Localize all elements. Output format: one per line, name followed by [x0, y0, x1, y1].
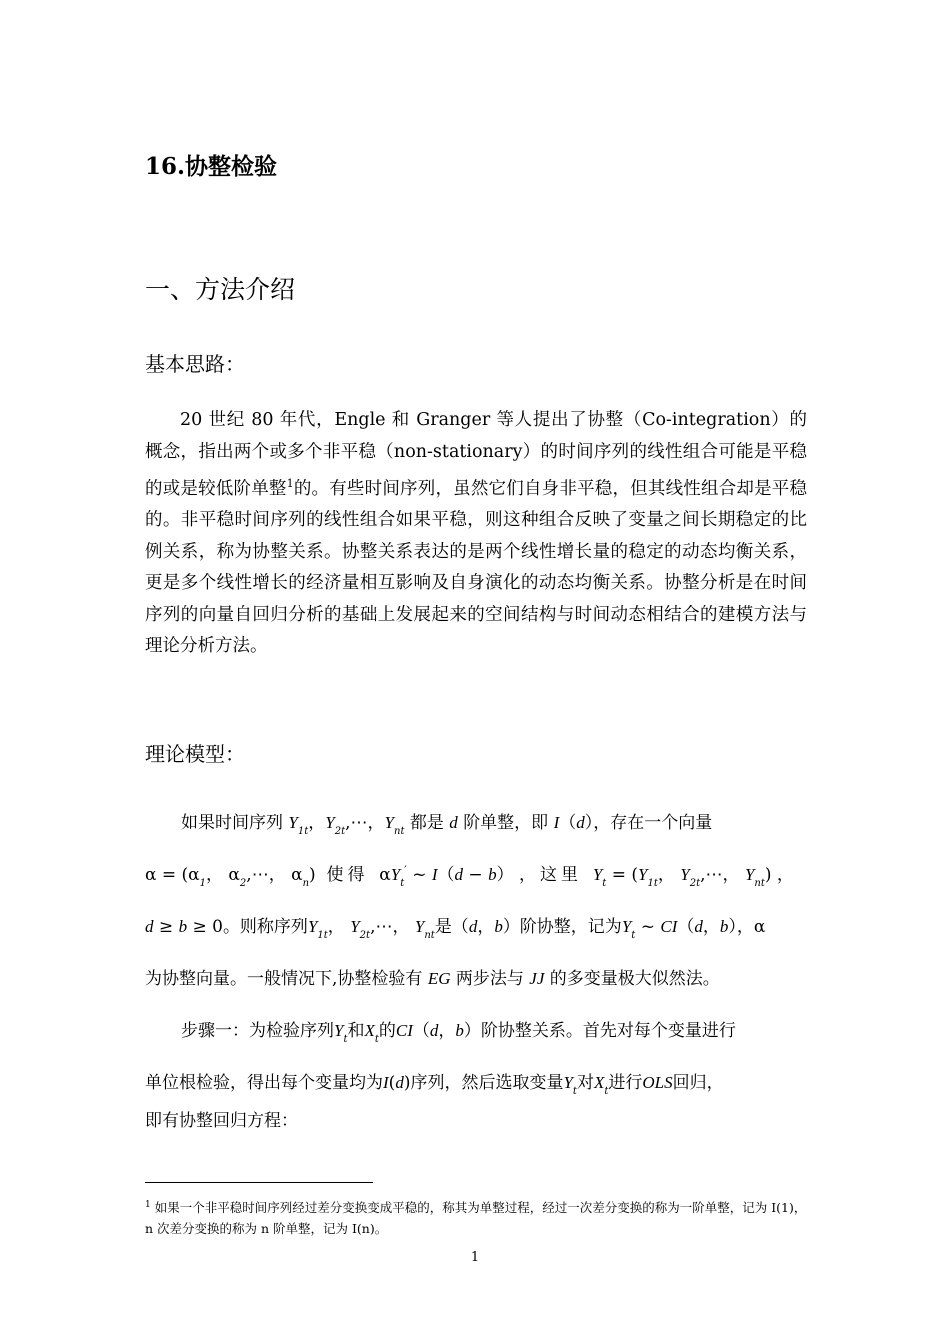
- footnote: [145, 1195, 807, 1239]
- footnote-text: 如果一个非平稳时间序列经过差分变换变成平稳的，称其为单整过程，经过一次差分变换的称为一阶单整，记为 I(1)，n 次差分变换的称为 n 阶单整，记为 I(n)。: [145, 1200, 807, 1237]
- regression-intro-text: 即有协整回归方程：: [145, 1111, 298, 1131]
- footnote-number: 1: [145, 1200, 151, 1210]
- intro-text-part1: 20 世纪 80 年代，Engle 和 Granger 等人提出了协整（Co-integration）的概念，指出两个或多个非平稳（non-stationary）的时间序列的线性组合可能是平稳的或是较低阶单整: [145, 410, 807, 499]
- footnote-ref[interactable]: 1: [286, 477, 294, 490]
- subheading-basic-idea: 基本思路：: [145, 352, 245, 376]
- document-page: 16.协整检验 一、方法介绍 基本思路： 20 世纪 80 年代，Engle 和 Granger 等人提出了协整（Co-integration）的概念，指出两个或多个非平稳（non-stationary）的时间序列的线性组合可能是平稳的或是较低阶单整$^1$的。有些时间序列，虽然它们自身非平稳，但其线性组合却是平稳的。非平稳时间序列的线性组合如果平稳，则这种组合反映了变量之间长期稳定的比例关系，称为协整关系。协整关系表达的是两个线性增长量的稳定的动态均衡关系，更是多个线性增长的经济量相互影响及自身演化的动态均衡关系。协整分析是在时间序列的向量自回归分析的基础上发展起来的空间结构与时间动态相结合的建模方法与理论分析方法。 理论模型： 如果时间序列 $Y_{1t}$，$Y_{2t},\cdots$，$Y_{nt}$ 都是 d 阶单整，即 I（d），存在一个向量 $\alpha = (\alpha_1$， $\alpha_2,\cdots$， $\alpha_n$) 使得 $\alpha Y_t'$ ~ I（d − b） ，这里 $Y_t = (Y_{1t}$， $Y_{2t},\cdots$， $Y_{nt}$) ， d ≥ b ≥ 0。则称序列$Y_{1t}$， $Y_{2t},\cdots$， $Y_{nt}$是（d，b）阶协整，记为$Y_t$ ~ CI（d，b），α 为协整向量。一般情况下,协整检验有 EG 两步法与 JJ 的多变量极大似然法。 步骤一：为检验序列$Y_t$和$X_t$的CI（d，b）阶协整关系。首先对每个变量进行 单位根检验，得出每个变量均为I(d)序列，然后选取变量$Y_t$对$X_t$进行OLS回归， 即有协整回归方程： $^1$ 如果一个非平稳时间序列经过差分变换变成平稳的，称其为单整过程，经过一次差分变换的称为一阶单整，记为 I(1)，n 次差分变换的称为 n 阶单整，记为 I(n)。 1: [0, 0, 950, 1344]
- subheading-model: 理论模型：: [145, 742, 245, 766]
- document-title: 16.协整检验: [145, 153, 278, 180]
- section-heading-methods: 一、方法介绍: [145, 275, 296, 304]
- paragraph-intro: [145, 405, 807, 663]
- intro-text-part2: 的。有些时间序列，虽然它们自身非平稳，但其线性组合却是平稳的。非平稳时间序列的线性组合如果平稳，则这种组合反映了变量之间长期稳定的比例关系，称为协整关系。协整关系表达的是两个线性增长量的稳定的动态均衡关系，更是多个线性增长的经济量相互影响及自身演化的动态均衡关系。协整分析是在时间序列的向量自回归分析的基础上发展起来的空间结构与时间动态相结合的建模方法与理论分析方法。: [145, 478, 808, 657]
- page-number: 1: [470, 1250, 480, 1265]
- footnote-divider: [145, 1182, 373, 1183]
